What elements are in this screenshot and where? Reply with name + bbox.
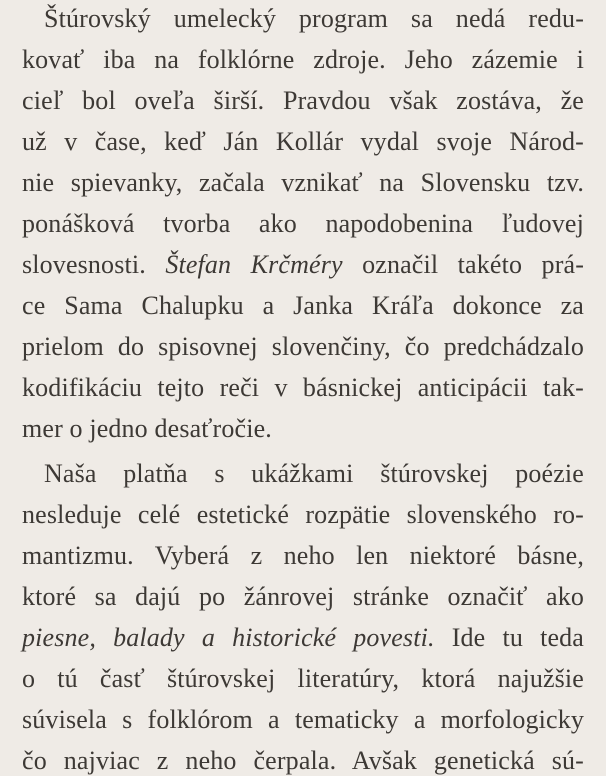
text-run: kodifikáciu tejto reči v básnickej anticipácii tak- (22, 373, 584, 402)
text-run: cieľ bol oveľa širší. Pravdou však zostáva, že (22, 86, 584, 115)
text-run: slovesnosti. (22, 250, 166, 279)
text-run: čo najviac z neho čerpala. Avšak genetická sú- (22, 746, 584, 775)
text-run: prielom do spisovnej slovenčiny, čo predchádzalo (22, 332, 584, 361)
text-line (22, 291, 584, 321)
text-run: ce Sama Chalupku a Janka Kráľa dokonce za (22, 291, 584, 320)
text-line (22, 209, 584, 239)
text-line (44, 459, 584, 489)
text-run: Naša platňa s ukážkami štúrovskej poézie (44, 459, 584, 488)
text-run: už v čase, keď Ján Kollár vydal svoje Národ- (22, 127, 584, 156)
text-line (22, 541, 584, 571)
text-line (22, 86, 584, 116)
text-line (22, 705, 584, 735)
text-line (22, 746, 584, 776)
text-run: ktoré sa dajú po žánrovej stránke označiť ako (22, 582, 584, 611)
text-line (22, 250, 584, 280)
text-run: kovať iba na folklórne zdroje. Jeho zázemie i (22, 45, 584, 74)
text-run: súvisela s folklórom a tematicky a morfologicky (22, 705, 584, 734)
text-line (22, 373, 584, 403)
text-line (22, 332, 584, 362)
text-line (44, 4, 584, 34)
text-run: mer o jedno desaťročie. (22, 414, 272, 443)
text-run: o tú časť štúrovskej literatúry, ktorá najužšie (22, 664, 584, 693)
text-run: označil takéto prá- (342, 250, 585, 279)
text-line (22, 500, 584, 530)
genre-list-italic: piesne, balady a historické povesti. (22, 623, 435, 652)
text-run: Štúrovský umelecký program sa nedá redu- (44, 4, 584, 33)
text-line (22, 168, 584, 198)
text-run: Ide tu teda (434, 623, 584, 652)
text-run: nesleduje celé estetické rozpätie slovenského ro- (22, 500, 584, 529)
text-run: ponášková tvorba ako napodobenina ľudovej (22, 209, 584, 238)
text-run: nie spievanky, začala vznikať na Slovensku tzv. (22, 168, 584, 197)
text-line (22, 414, 272, 444)
text-line (22, 623, 584, 653)
author-name-italic: Štefan Krčméry (165, 250, 343, 279)
text-line (22, 664, 584, 694)
text-run: mantizmu. Vyberá z neho len niektoré básne, (22, 541, 584, 570)
text-line (22, 127, 584, 157)
text-line (22, 45, 584, 75)
text-line (22, 582, 584, 612)
